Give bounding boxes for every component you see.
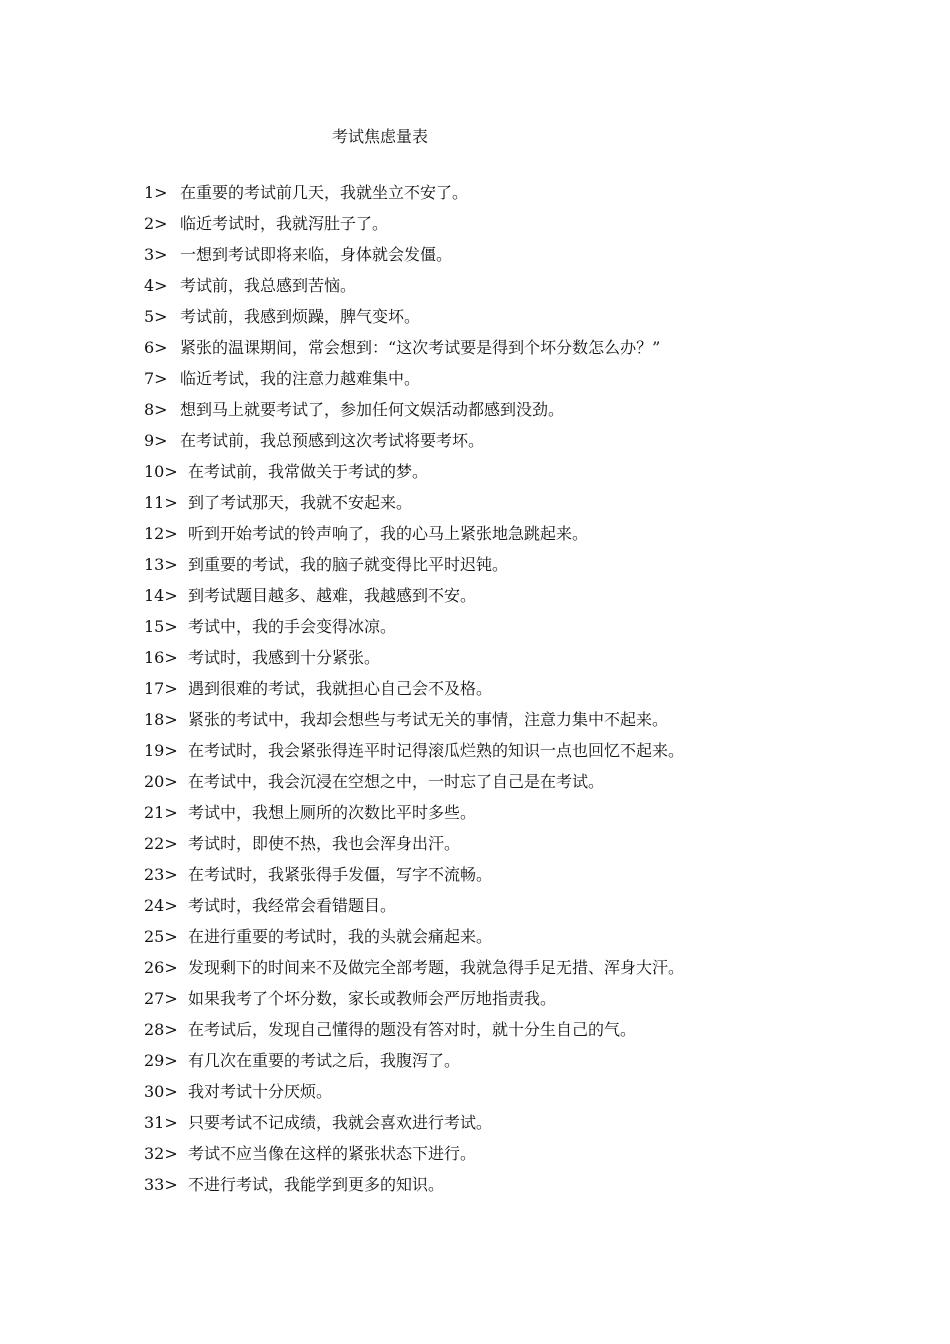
list-item [144,398,684,429]
item-text: 发现剩下的时间来不及做完全部考题，我就急得手足无措、浑身大汗。 [188,958,685,977]
list-item [144,925,684,956]
question-list [144,181,684,1204]
item-text: 到考试题目越多、越难，我越感到不安。 [188,586,477,605]
list-item [144,243,684,274]
item-number: 2> [144,214,168,233]
list-item [144,956,684,987]
list-item [144,801,684,832]
item-text: 不进行考试，我能学到更多的知识。 [188,1175,445,1194]
list-item [144,1142,684,1173]
item-text: 想到马上就要考试了，参加任何文娱活动都感到没劲。 [180,400,565,419]
list-item [144,212,684,243]
list-item [144,770,684,801]
item-number: 16> [144,648,178,667]
item-text: 听到开始考试的铃声响了，我的心马上紧张地急跳起来。 [188,524,589,543]
item-text: 考试不应当像在这样的紧张状态下进行。 [188,1144,477,1163]
item-text: 有几次在重要的考试之后，我腹泻了。 [188,1051,461,1070]
item-number: 15> [144,617,178,636]
item-number: 24> [144,896,178,915]
item-number: 23> [144,865,178,884]
item-text: 如果我考了个坏分数，家长或教师会严厉地指责我。 [188,989,557,1008]
list-item [144,274,684,305]
list-item [144,708,684,739]
list-item [144,677,684,708]
item-number: 13> [144,555,178,574]
item-text: 考试前，我总感到苦恼。 [180,276,357,295]
item-number: 4> [144,276,168,295]
list-item [144,739,684,770]
item-number: 6> [144,338,168,357]
list-item [144,894,684,925]
item-number: 8> [144,400,168,419]
item-text: 在考试前，我总预感到这次考试将要考坏。 [180,431,485,450]
item-text: 一想到考试即将来临，身体就会发僵。 [180,245,453,264]
item-number: 5> [144,307,168,326]
item-number: 7> [144,369,168,388]
item-text: 考试中，我想上厕所的次数比平时多些。 [188,803,477,822]
item-text: 遇到很难的考试，我就担心自己会不及格。 [188,679,493,698]
list-item [144,1111,684,1142]
list-item [144,615,684,646]
item-number: 22> [144,834,178,853]
list-item [144,863,684,894]
item-number: 17> [144,679,178,698]
item-text: 考试前，我感到烦躁，脾气变坏。 [180,307,421,326]
item-number: 10> [144,462,178,481]
list-item [144,336,684,367]
item-text: 在考试中，我会沉浸在空想之中，一时忘了自己是在考试。 [188,772,605,791]
item-number: 3> [144,245,168,264]
list-item [144,584,684,615]
list-item [144,429,684,460]
item-text: 只要考试不记成绩，我就会喜欢进行考试。 [188,1113,493,1132]
item-number: 19> [144,741,178,760]
list-item [144,522,684,553]
item-number: 26> [144,958,178,977]
list-item [144,1049,684,1080]
list-item [144,181,684,212]
item-number: 33> [144,1175,178,1194]
item-number: 29> [144,1051,178,1070]
item-text: 在考试后，发现自己懂得的题没有答对时，就十分生自己的气。 [188,1020,637,1039]
item-text: 考试时，我感到十分紧张。 [188,648,381,667]
item-number: 18> [144,710,178,729]
item-text: 到重要的考试，我的脑子就变得比平时迟钝。 [188,555,509,574]
list-item [144,553,684,584]
item-text: 在考试前，我常做关于考试的梦。 [188,462,429,481]
list-item [144,646,684,677]
item-text: 在进行重要的考试时，我的头就会痛起来。 [188,927,493,946]
item-text: 在重要的考试前几天，我就坐立不安了。 [180,183,469,202]
list-item [144,987,684,1018]
item-number: 12> [144,524,178,543]
list-item [144,305,684,336]
page-title: 考试焦虑量表 [331,127,428,146]
item-text: 临近考试时，我就泻肚子了。 [180,214,389,233]
item-number: 25> [144,927,178,946]
item-number: 28> [144,1020,178,1039]
item-text: 考试时，我经常会看错题目。 [188,896,397,915]
list-item [144,460,684,491]
item-text: 在考试时，我紧张得手发僵，写字不流畅。 [188,865,493,884]
item-number: 30> [144,1082,178,1101]
item-text: 考试中，我的手会变得冰凉。 [188,617,397,636]
item-text: 紧张的考试中，我却会想些与考试无关的事情，注意力集中不起来。 [188,710,669,729]
item-number: 31> [144,1113,178,1132]
item-number: 9> [144,431,168,450]
item-text: 考试时，即使不热，我也会浑身出汗。 [188,834,461,853]
item-number: 21> [144,803,178,822]
item-text: 我对考试十分厌烦。 [188,1082,333,1101]
list-item [144,832,684,863]
list-item [144,367,684,398]
list-item [144,491,684,522]
list-item [144,1080,684,1111]
item-text: 到了考试那天，我就不安起来。 [188,493,413,512]
item-text: 紧张的温课期间，常会想到：“这次考试要是得到个坏分数怎么办？” [180,338,661,357]
list-item [144,1018,684,1049]
item-number: 14> [144,586,178,605]
list-item [144,1173,684,1204]
item-number: 20> [144,772,178,791]
item-text: 临近考试，我的注意力越难集中。 [180,369,421,388]
item-text: 在考试时，我会紧张得连平时记得滚瓜烂熟的知识一点也回忆不起来。 [188,741,685,760]
item-number: 32> [144,1144,178,1163]
item-number: 27> [144,989,178,1008]
item-number: 1> [144,183,168,202]
item-number: 11> [144,493,178,512]
